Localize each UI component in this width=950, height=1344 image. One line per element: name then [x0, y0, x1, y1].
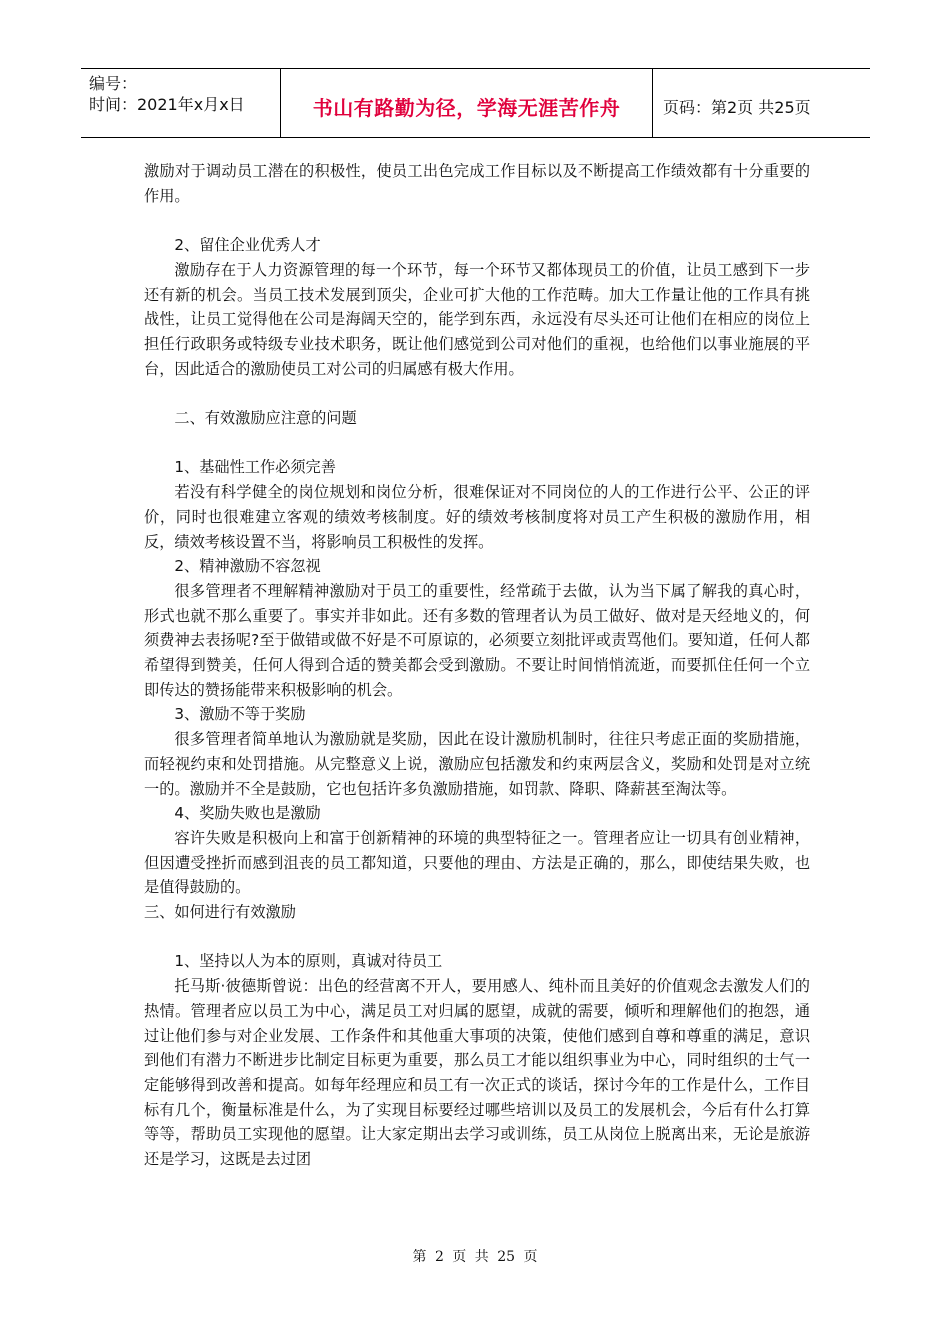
paragraph: 很多管理者不理解精神激励对于员工的重要性，经常疏于去做，认为当下属了解我的真心时，形式也就不那么重要了。事实并非如此。还有多数的管理者认为员工做好、做对是天经地义的，何须费神去表扬呢?至于做错或做不好是不可原谅的，必须要立刻批评或责骂他们。要知道，任何人都希望得到赞美，任何人得到合适的赞美都会受到激励。不要让时间悄悄流逝，而要抓住任何一个立即传达的赞扬能带来积极影响的机会。 [144, 581, 810, 699]
number-label: 编号： [89, 74, 138, 93]
section-heading: 2、精神激励不容忽视 [174, 557, 321, 576]
header-page-info: 页码：第2页 共25页 [663, 97, 811, 117]
paragraph: 很多管理者简单地认为激励就是奖励，因此在设计激励机制时，往往只考虑正面的奖励措施，而轻视约束和处罚措施。从完整意义上说，激励应包括激发和约束两层含义，奖励和处罚是对立统一的。激励并不全是鼓励，它也包括许多负激励措施，如罚款、降职、降薪甚至淘汰等。 [144, 730, 810, 798]
section-heading: 1、基础性工作必须完善 [174, 458, 336, 477]
page-footer: 第 2 页 共 25 页 [412, 1249, 538, 1265]
paragraph: 激励对于调动员工潜在的积极性，使员工出色完成工作目标以及不断提高工作绩效都有十分重要的作用。 [144, 162, 810, 205]
section-heading: 二、有效激励应注意的问题 [174, 409, 357, 427]
section-heading: 3、激励不等于奖励 [174, 705, 306, 724]
header-meta [81, 69, 281, 137]
header-motto: 书山有路勤为径，学海无涯苦作舟 [281, 69, 653, 137]
page-header [81, 68, 870, 138]
document-body [144, 159, 810, 1172]
paragraph: 若没有科学健全的岗位规划和岗位分析，很难保证对不同岗位的人的工作进行公平、公正的评价，同时也很难建立客观的绩效考核制度。好的绩效考核制度将对员工产生积极的激励作用，相反，绩效考核设置不当，将影响员工积极性的发挥。 [144, 483, 810, 551]
date-line: 时间：2021年x月x日 [89, 95, 245, 114]
paragraph: 托马斯·彼德斯曾说：出色的经营离不开人，要用感人、纯朴而且美好的价值观念去激发人们的热情。管理者应以员工为中心，满足员工对归属的愿望，成就的需要，倾听和理解他们的抱怨，通过让他们参与对企业发展、工作条件和其他重大事项的决策，使他们感到自尊和尊重的满足，意识到他们有潜力不断进步比制定目标更为重要，那么员工才能以组织事业为中心，同时组织的士气一定能够得到改善和提高。如每年经理应和员工有一次正式的谈话，探讨今年的工作是什么，工作目标有几个，衡量标准是什么，为了实现目标要经过哪些培训以及员工的发展机会，今后有什么打算等等，帮助员工实现他的愿望。让大家定期出去学习或训练，员工从岗位上脱离出来，无论是旅游还是学习，这既是去过团 [144, 977, 810, 1169]
section-heading: 4、奖励失败也是激励 [174, 804, 321, 823]
section-heading: 三、如何进行有效激励 [144, 903, 296, 922]
paragraph: 激励存在于人力资源管理的每一个环节，每一个环节又都体现员工的价值，让员工感到下一步还有新的机会。当员工技术发展到顶尖，企业可扩大他的工作范畴。加大工作量让他的工作具有挑战性，让员工觉得他在公司是海阔天空的，能学到东西，永远没有尽头还可让他们在相应的岗位上担任行政职务或特级专业技术职务，既让他们感觉到公司对他们的重视，也给他们以事业施展的平台，因此适合的激励使员工对公司的归属感有极大作用。 [144, 260, 810, 378]
paragraph: 容许失败是积极向上和富于创新精神的环境的典型特征之一。管理者应让一切具有创业精神，但因遭受挫折而感到沮丧的员工都知道，只要他的理由、方法是正确的，那么，即使结果失败，也是值得鼓励的。 [144, 828, 810, 897]
section-heading: 1、坚持以人为本的原则，真诚对待员工 [174, 952, 443, 971]
section-heading: 2、留住企业优秀人才 [174, 236, 321, 255]
